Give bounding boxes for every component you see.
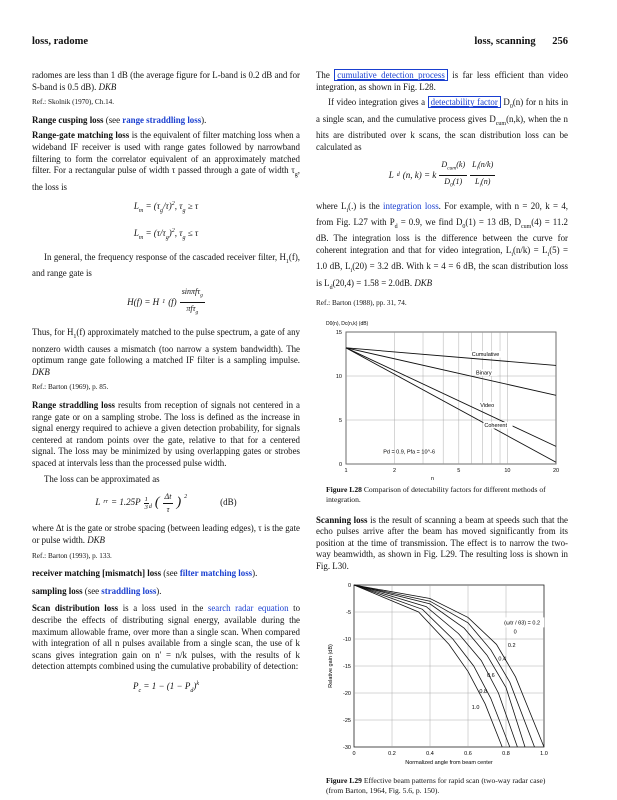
reference: Ref.: Skolnik (1970), Ch.14. bbox=[32, 98, 115, 107]
y-axis-label: Relative gain (dB) bbox=[328, 643, 334, 688]
see-end: ). bbox=[156, 585, 162, 596]
y-tick-label: 15 bbox=[335, 329, 342, 336]
text: (5) = 1.0 dB, L bbox=[316, 244, 568, 272]
exp-num: 1 bbox=[144, 495, 148, 503]
eq-part: , τ bbox=[174, 201, 183, 212]
entry-term: Range-gate matching loss bbox=[32, 130, 130, 141]
equation-lm-1: $L_m = (\tau_g/\tau)^2$, $\tau_g \ge \tau$ bbox=[133, 201, 199, 214]
numerator: L bbox=[472, 160, 477, 170]
entry-text: is the equivalent of filter matching loss when a wideband IF receiver is used with range gates followed by narrowband filtering to form the correlator equivalent of an approximately matched filter. For a rectangular pulse of width τ passed through a gate of width τ bbox=[32, 130, 300, 176]
radome-para bbox=[32, 70, 300, 93]
series-line-coherent bbox=[346, 347, 556, 461]
author-initials: DKB bbox=[98, 81, 117, 92]
author-initials: DKB bbox=[414, 277, 433, 288]
range-gate-entry: Range-gate matching loss is the equivalent of filter matching loss when a wideband IF receiver is used with range gates followed by narrowband filtering to form the correlator equivalent of an approximately matched filter. For a rectangular pulse of width τ passed through a gate of width $\tau_g$, the loss is bbox=[32, 130, 300, 192]
text: . For example, with n = 20, k = 4, from Fig. L27 with P bbox=[316, 200, 568, 227]
see-end: ). bbox=[201, 114, 207, 125]
range-straddling-link[interactable]: range straddling loss bbox=[122, 114, 202, 125]
eq-part: ≥ τ bbox=[187, 201, 199, 212]
cumulative-para bbox=[316, 70, 568, 93]
series-label-binary: Binary bbox=[476, 369, 492, 376]
text: (.) is the bbox=[348, 200, 380, 211]
page-number: 256 bbox=[552, 36, 568, 47]
x-tick-label: 2 bbox=[393, 467, 397, 474]
text: (n,k), when the n hits are distributed over k scans, the scan distribution loss can be calculated as bbox=[316, 113, 568, 152]
figure-l29-chart bbox=[322, 577, 562, 772]
thus-para: Thus, for $H_1(f)$ approximately matched to the pulse spectrum, a gate of any nonzero width causes a mismatch (too narrow a system bandwidth). The optimum range gate following a matched IF filter is a sampling impulse. DKB bbox=[32, 327, 300, 377]
header-right-term: loss, scanning bbox=[474, 36, 536, 47]
series-label: 1.0 bbox=[471, 704, 480, 711]
paren: ) bbox=[176, 495, 182, 511]
right-column bbox=[316, 70, 568, 796]
text: (1) = 13 dB, D bbox=[465, 216, 521, 227]
entry-text-end: , the loss is bbox=[32, 165, 300, 192]
reference: Ref.: Barton (1969), p. 85. bbox=[32, 383, 109, 392]
left-column bbox=[32, 70, 300, 705]
running-header-right bbox=[474, 36, 568, 47]
denominator-end: (1) bbox=[452, 177, 463, 187]
eq-symbol: P bbox=[132, 680, 139, 691]
text: where Δt is the gate or strobe spacing (between leading edges), τ is the gate or pulse width. bbox=[32, 523, 300, 545]
entry-text: is a loss used in the bbox=[122, 603, 204, 614]
see-text: (see bbox=[84, 585, 100, 596]
general-para: In general, the frequency response of the cascaded receiver filter, $H_1(f)$, and range gate is bbox=[32, 251, 300, 279]
author-initials: DKB bbox=[32, 366, 50, 377]
eq-symbol: L bbox=[133, 227, 139, 238]
entry-text: is the result of scanning a beam at speeds such that the echo pulses arrive after the beam has moved significantly from its position at the time of transmission. The effect is to narrow the two-way beamwidth, as shown in Fig. L29. The resulting loss is shown in Fig. L30. bbox=[316, 514, 568, 571]
text: where L bbox=[316, 200, 347, 211]
entry-term: receiver matching [mismatch] loss bbox=[32, 568, 162, 579]
series-label: 0.8 bbox=[479, 688, 488, 695]
equation-lm-2: $L_m = (\tau/\tau_g)^2$, $\tau_g \le \tau$ bbox=[133, 227, 199, 241]
denominator-end: (n) bbox=[481, 177, 491, 187]
denominator: D bbox=[444, 177, 451, 187]
x-axis-label: Normalized angle from beam center bbox=[405, 759, 493, 766]
y-tick-label: -30 bbox=[343, 744, 351, 751]
y-tick-label: -25 bbox=[343, 717, 351, 724]
numerator: Δt bbox=[163, 491, 174, 504]
sampling-loss-entry bbox=[32, 586, 300, 598]
series-label-video: Video bbox=[480, 402, 495, 409]
y-tick-label: 0 bbox=[347, 582, 351, 589]
see-end: ). bbox=[252, 568, 258, 579]
radome-text: radomes are less than 1 dB (the average figure for L-band is 0.2 dB and for S-band is 0.5 dB). bbox=[32, 70, 300, 92]
denominator: τ bbox=[166, 504, 170, 514]
entry-term: sampling loss bbox=[32, 585, 83, 596]
figure-l28-chart bbox=[324, 316, 564, 481]
text: If video integration gives a bbox=[328, 97, 426, 108]
x-tick-label: 0.8 bbox=[502, 750, 510, 757]
eq-symbol: L bbox=[133, 201, 139, 212]
eq-part: = 1.25P bbox=[111, 497, 141, 508]
eq-symbol: L bbox=[95, 497, 101, 508]
entry-term: Range cusping loss bbox=[32, 114, 104, 125]
unit: (dB) bbox=[220, 497, 237, 508]
x-tick-label: 1.0 bbox=[540, 750, 548, 757]
caption-label: Figure L28 bbox=[326, 484, 362, 494]
x-tick-label: 5 bbox=[457, 467, 461, 474]
search-radar-equation-link[interactable]: search radar equation bbox=[207, 603, 289, 614]
fraction bbox=[163, 491, 174, 515]
numerator: sinπfτ bbox=[181, 286, 201, 296]
series-line-binary bbox=[346, 347, 556, 395]
series-label-coherent: Coherent bbox=[484, 422, 508, 429]
text: (20,4) = 1.58 = 2.0dB. bbox=[332, 277, 413, 288]
figure-l29-caption bbox=[316, 776, 568, 796]
eq-part: = (τ bbox=[145, 201, 161, 212]
see-text: (see bbox=[105, 114, 121, 125]
eq-part: = (τ/τ bbox=[145, 227, 166, 238]
entry-term: Scan distribution loss bbox=[32, 603, 119, 614]
y-tick-label: 5 bbox=[338, 417, 342, 424]
eq-part: H(f) = H bbox=[127, 296, 160, 307]
straddling-loss-link[interactable]: straddling loss bbox=[101, 585, 157, 596]
text: (n/k) = L bbox=[512, 244, 548, 255]
eq-part: = 1 − (1 − P bbox=[143, 680, 191, 691]
x-tick-label: 0.2 bbox=[388, 750, 396, 757]
text: (20) = 3.2 dB. With k = 4 = 6 dB, the scan distribution loss is L bbox=[316, 261, 569, 288]
entry-text: to describe the effects of distributing signal energy, available during the maximum allowable frame, over more than a single scan. When compared with integration of all n pulses available from a single scan, the use of k scans gives integration gain on n′ = n/k pulses, with the results of k detection attempts combined using the cumulative probability of detection: bbox=[32, 603, 301, 672]
denominator: πfτ bbox=[186, 304, 196, 314]
text: (f), and range gate is bbox=[32, 251, 300, 279]
eq-part: ) bbox=[168, 227, 172, 238]
series-label: 0.4 bbox=[498, 656, 507, 663]
y-tick-label: -10 bbox=[343, 636, 351, 643]
chart-annotation: Pd = 0.9, Pfa = 10^-6 bbox=[383, 449, 436, 456]
series-label: 0.6 bbox=[487, 672, 495, 679]
entry-text: results from reception of signals not centered in a range gate or on a sampling strobe. The loss is defined as the increase in signal energy required to achieve a given detection probability, for signals centered at random points over the gate, relative to that for a centered signal. The loss may be minimized by using overlapping gates or strobes spaced at intervals less than the processed pulse width. bbox=[32, 400, 300, 468]
paren: ( bbox=[154, 495, 160, 511]
x-tick-label: 0.4 bbox=[426, 750, 434, 757]
caption-label: Figure L29 bbox=[326, 775, 362, 785]
author-initials: DKB bbox=[87, 534, 105, 545]
text: (4) = 11.2 dB. The integration loss is the difference between the curve for coherent integration and that for video integration, L bbox=[316, 216, 568, 255]
denominator: L bbox=[475, 177, 480, 187]
text: Thus, for H bbox=[32, 327, 74, 338]
x-tick-label: 10 bbox=[504, 467, 511, 474]
eq-part: , τ bbox=[174, 227, 183, 238]
series-label: 0.2 bbox=[507, 642, 516, 649]
eq-part: (f) bbox=[168, 296, 177, 307]
entry-term: Scanning loss bbox=[316, 514, 368, 525]
range-cusping-entry bbox=[32, 115, 300, 127]
reference: Ref.: Barton (1993), p. 133. bbox=[32, 551, 112, 560]
x-tick-label: 0 bbox=[352, 750, 356, 757]
text: In general, the frequency response of the cascaded receiver filter, H bbox=[44, 251, 286, 262]
range-straddling-entry bbox=[32, 400, 300, 470]
numerator-end: (k) bbox=[456, 160, 466, 170]
eq-part: (n, k) = k bbox=[402, 170, 437, 181]
detectability-factor-link[interactable]: detectability factor bbox=[428, 96, 501, 108]
figure-l28-caption bbox=[316, 485, 568, 505]
series-label-cumulative: Cumulative bbox=[471, 351, 500, 358]
eq-part: /τ) bbox=[163, 201, 172, 212]
numerator: D bbox=[441, 160, 448, 170]
text: is far less efficient than video integration, as shown in Fig. L28. bbox=[316, 70, 569, 92]
eq-symbol: L bbox=[388, 170, 394, 181]
equation-ld: L d (n, k) = k $D_{cum}(k)$ $D_0(1)$ $L_i(n/k)$ $L_i(n)$ bbox=[316, 159, 568, 192]
numerator-end: (n/k) bbox=[478, 160, 494, 170]
integration-loss-link[interactable]: integration loss bbox=[383, 200, 439, 211]
legend-equation: (ωtr / θ3) = 0.2 bbox=[504, 619, 541, 626]
equation-pc: $P_c = 1 - (1 - P_d)^k$ bbox=[132, 680, 200, 694]
running-header-left: loss, radome bbox=[32, 36, 88, 47]
text: The bbox=[316, 70, 330, 80]
caption-text: Effective beam patterns for rapid scan (two-way radar case) (from Barton, 1964, Fig. 5.6, p. 150). bbox=[326, 775, 546, 795]
text: D bbox=[503, 97, 510, 108]
fraction: $L_i(n/k)$ $L_i(n)$ bbox=[472, 160, 494, 189]
y-tick-label: -15 bbox=[343, 663, 351, 670]
y-tick-label: 10 bbox=[335, 373, 342, 380]
caption-text: Comparison of detectability factors for different methods of integration. bbox=[326, 484, 546, 504]
text: (n) for n hits in a single scan, and the cumulative process gives D bbox=[316, 97, 569, 124]
series-label: 0 bbox=[513, 629, 517, 636]
x-tick-label: 0.6 bbox=[464, 750, 472, 757]
equation-lrr: L rr = 1.25P $\frac{1}{3}$ d ( $\frac{\Delta t}{\tau}$ ) $^2$ (dB) bbox=[95, 492, 237, 514]
fraction: $D_{cum}(k)$ $D_0(1)$ bbox=[441, 160, 466, 189]
video-para: If video integration gives a detectability factor $D_0(n)$ for n hits in a single scan, and the cumulative process gives $D_{cum}(n,k)$, when the n hits are distributed over k scans, the scan distribution loss can be calculated as bbox=[316, 97, 569, 152]
filter-matching-link[interactable]: filter matching loss bbox=[179, 568, 253, 579]
scan-distribution-entry bbox=[32, 603, 300, 673]
approx-text: The loss can be approximated as bbox=[44, 473, 160, 484]
entry-term: Range straddling loss bbox=[32, 400, 115, 410]
exp-den: 3 bbox=[144, 503, 148, 511]
exponent: k bbox=[196, 680, 200, 687]
text: = 0.9, we find D bbox=[400, 216, 463, 227]
where-example-para: where $L_i(.)$ is the integration loss. For example, with n = 20, k = 4, from Fig. L27 with $P_d = 0.9$, we find $D_0(1) = 13$ dB, $D_{cum}(4) = 11.2$ dB. The integration loss is the difference between the curve for coherent integration and that for video integration, $L_i(n/k) = L_i(5) = 1.0$ dB, $L_i(20) = 3.2$ dB. With k = 4 = 6 dB, the scan distribution loss is $L_d(20,4) = 1.58 = 2.0dB$. DKB bbox=[316, 200, 569, 291]
where-para bbox=[32, 523, 300, 546]
subscript-d: d bbox=[148, 504, 152, 511]
text: (f) approximately matched to the pulse spectrum, a gate of any nonzero width causes a mismatch (too narrow a system bandwidth). The optimum range gate following a matched IF filter is a sampling impulse. bbox=[32, 327, 300, 366]
fraction: sinπfτ$_g$ πfτ$_g$ bbox=[181, 286, 203, 316]
plot-frame bbox=[346, 332, 556, 464]
cumulative-detection-link[interactable]: cumulative detection process bbox=[334, 69, 448, 81]
reference: Ref.: Barton (1988), pp. 31, 74. bbox=[316, 298, 407, 307]
equation-hf: H(f) = H 1 (f) sinπfτ$_g$ πfτ$_g$ bbox=[32, 286, 300, 319]
y-tick-label: -20 bbox=[343, 690, 351, 697]
eq-part: ≤ τ bbox=[187, 227, 199, 238]
see-text: (see bbox=[163, 568, 178, 579]
x-tick-label: 20 bbox=[552, 467, 560, 474]
receiver-matching-entry bbox=[32, 568, 300, 580]
y-axis-label: D0(n), Dc(n,k) (dB) bbox=[326, 320, 369, 327]
y-tick-label: 0 bbox=[338, 461, 342, 468]
scanning-loss-entry bbox=[316, 515, 568, 573]
y-tick-label: -5 bbox=[346, 609, 351, 616]
x-tick-label: 1 bbox=[344, 467, 348, 474]
x-axis-label: n bbox=[431, 475, 435, 481]
